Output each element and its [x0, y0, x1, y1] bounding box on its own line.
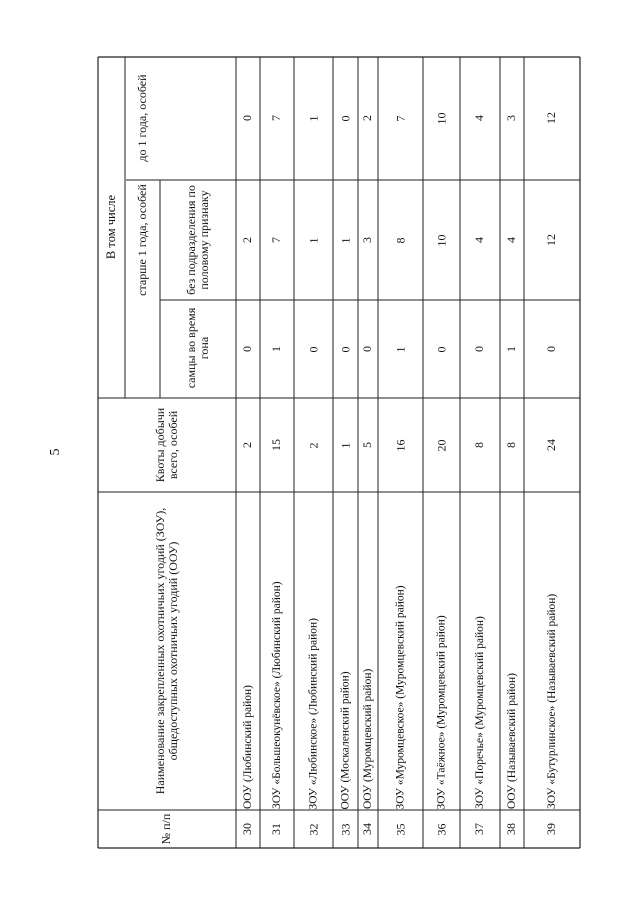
- row-name: ЗОУ «Таёжное» (Муромцевский район): [435, 614, 448, 809]
- row-num: 35: [392, 823, 407, 835]
- row-total: 5: [360, 442, 375, 448]
- row-males: 1: [504, 346, 519, 352]
- row-total: 20: [433, 439, 448, 451]
- row-name: ЗОУ «Большеокунёвское» (Любинский район): [270, 581, 283, 809]
- row-males: 0: [433, 346, 448, 352]
- row-total: 24: [544, 439, 559, 451]
- row-nogender: 3: [360, 237, 375, 243]
- row-males: 0: [360, 346, 375, 352]
- row-num: 31: [269, 823, 284, 835]
- row-young: 10: [433, 112, 448, 124]
- row-young: 4: [472, 115, 487, 121]
- row-total: 2: [305, 442, 320, 448]
- row-total: 2: [240, 442, 255, 448]
- row-nogender: 8: [392, 237, 407, 243]
- row-num: 33: [337, 823, 352, 835]
- row-total: 8: [472, 442, 487, 448]
- row-name: ООУ (Называевский район): [505, 673, 518, 809]
- row-young: 7: [392, 115, 407, 121]
- row-name: ООУ (Муромцевский район): [361, 668, 374, 809]
- row-young: 0: [337, 115, 352, 121]
- header-num: № п/п: [159, 813, 174, 845]
- row-males: 0: [472, 346, 487, 352]
- row-nogender: 1: [305, 237, 320, 243]
- row-num: 37: [472, 823, 487, 835]
- row-num: 36: [433, 823, 448, 835]
- row-young: 2: [360, 115, 375, 121]
- page-number: 5: [48, 448, 63, 456]
- header-nogender: без подразделения по половому признаку: [183, 185, 211, 295]
- header-older: старше 1 года, особей: [135, 184, 150, 296]
- row-num: 34: [360, 823, 375, 835]
- row-nogender: 4: [472, 237, 487, 243]
- row-total: 15: [269, 439, 284, 451]
- header-total: Квоты добычи всего, особей: [152, 407, 180, 483]
- row-males: 1: [392, 346, 407, 352]
- row-young: 12: [544, 112, 559, 124]
- row-males: 0: [337, 346, 352, 352]
- row-nogender: 1: [337, 237, 352, 243]
- row-nogender: 4: [504, 237, 519, 243]
- row-num: 39: [544, 823, 559, 835]
- row-name: ЗОУ «Бутурлинское» (Называевский район): [545, 593, 558, 809]
- header-males: самцы во время гона: [183, 307, 211, 389]
- row-num: 32: [305, 823, 320, 835]
- header-including: В том числе: [104, 194, 118, 260]
- row-young: 0: [240, 115, 255, 121]
- row-num: 30: [240, 823, 255, 835]
- row-num: 38: [504, 823, 519, 835]
- row-total: 1: [337, 442, 352, 448]
- row-name: ЗОУ «Муромцевское» (Муромцевский район): [394, 584, 407, 809]
- row-name: ЗОУ «Любинское» (Любинский район): [307, 617, 320, 809]
- row-males: 0: [544, 346, 559, 352]
- row-young: 3: [504, 115, 519, 121]
- row-total: 16: [392, 439, 407, 451]
- row-nogender: 12: [544, 234, 559, 246]
- header-young: до 1 года, особей: [135, 74, 150, 162]
- header-name: Наименование закрепленных охотничьих угодий (ЗОУ), общедоступных охотничьих угодий (ООУ): [152, 507, 180, 795]
- row-name: ООУ (Москаленский район): [339, 670, 352, 809]
- row-males: 1: [269, 346, 284, 352]
- row-nogender: 7: [269, 237, 284, 243]
- row-males: 0: [305, 346, 320, 352]
- row-young: 7: [269, 115, 284, 121]
- row-nogender: 10: [433, 234, 448, 246]
- row-nogender: 2: [240, 237, 255, 243]
- row-young: 1: [305, 115, 320, 121]
- row-name: ООУ (Любинский район): [241, 685, 254, 809]
- row-total: 8: [504, 442, 519, 448]
- row-name: ЗОУ «Поречье» (Муромцевский район): [473, 616, 486, 809]
- row-males: 0: [240, 346, 255, 352]
